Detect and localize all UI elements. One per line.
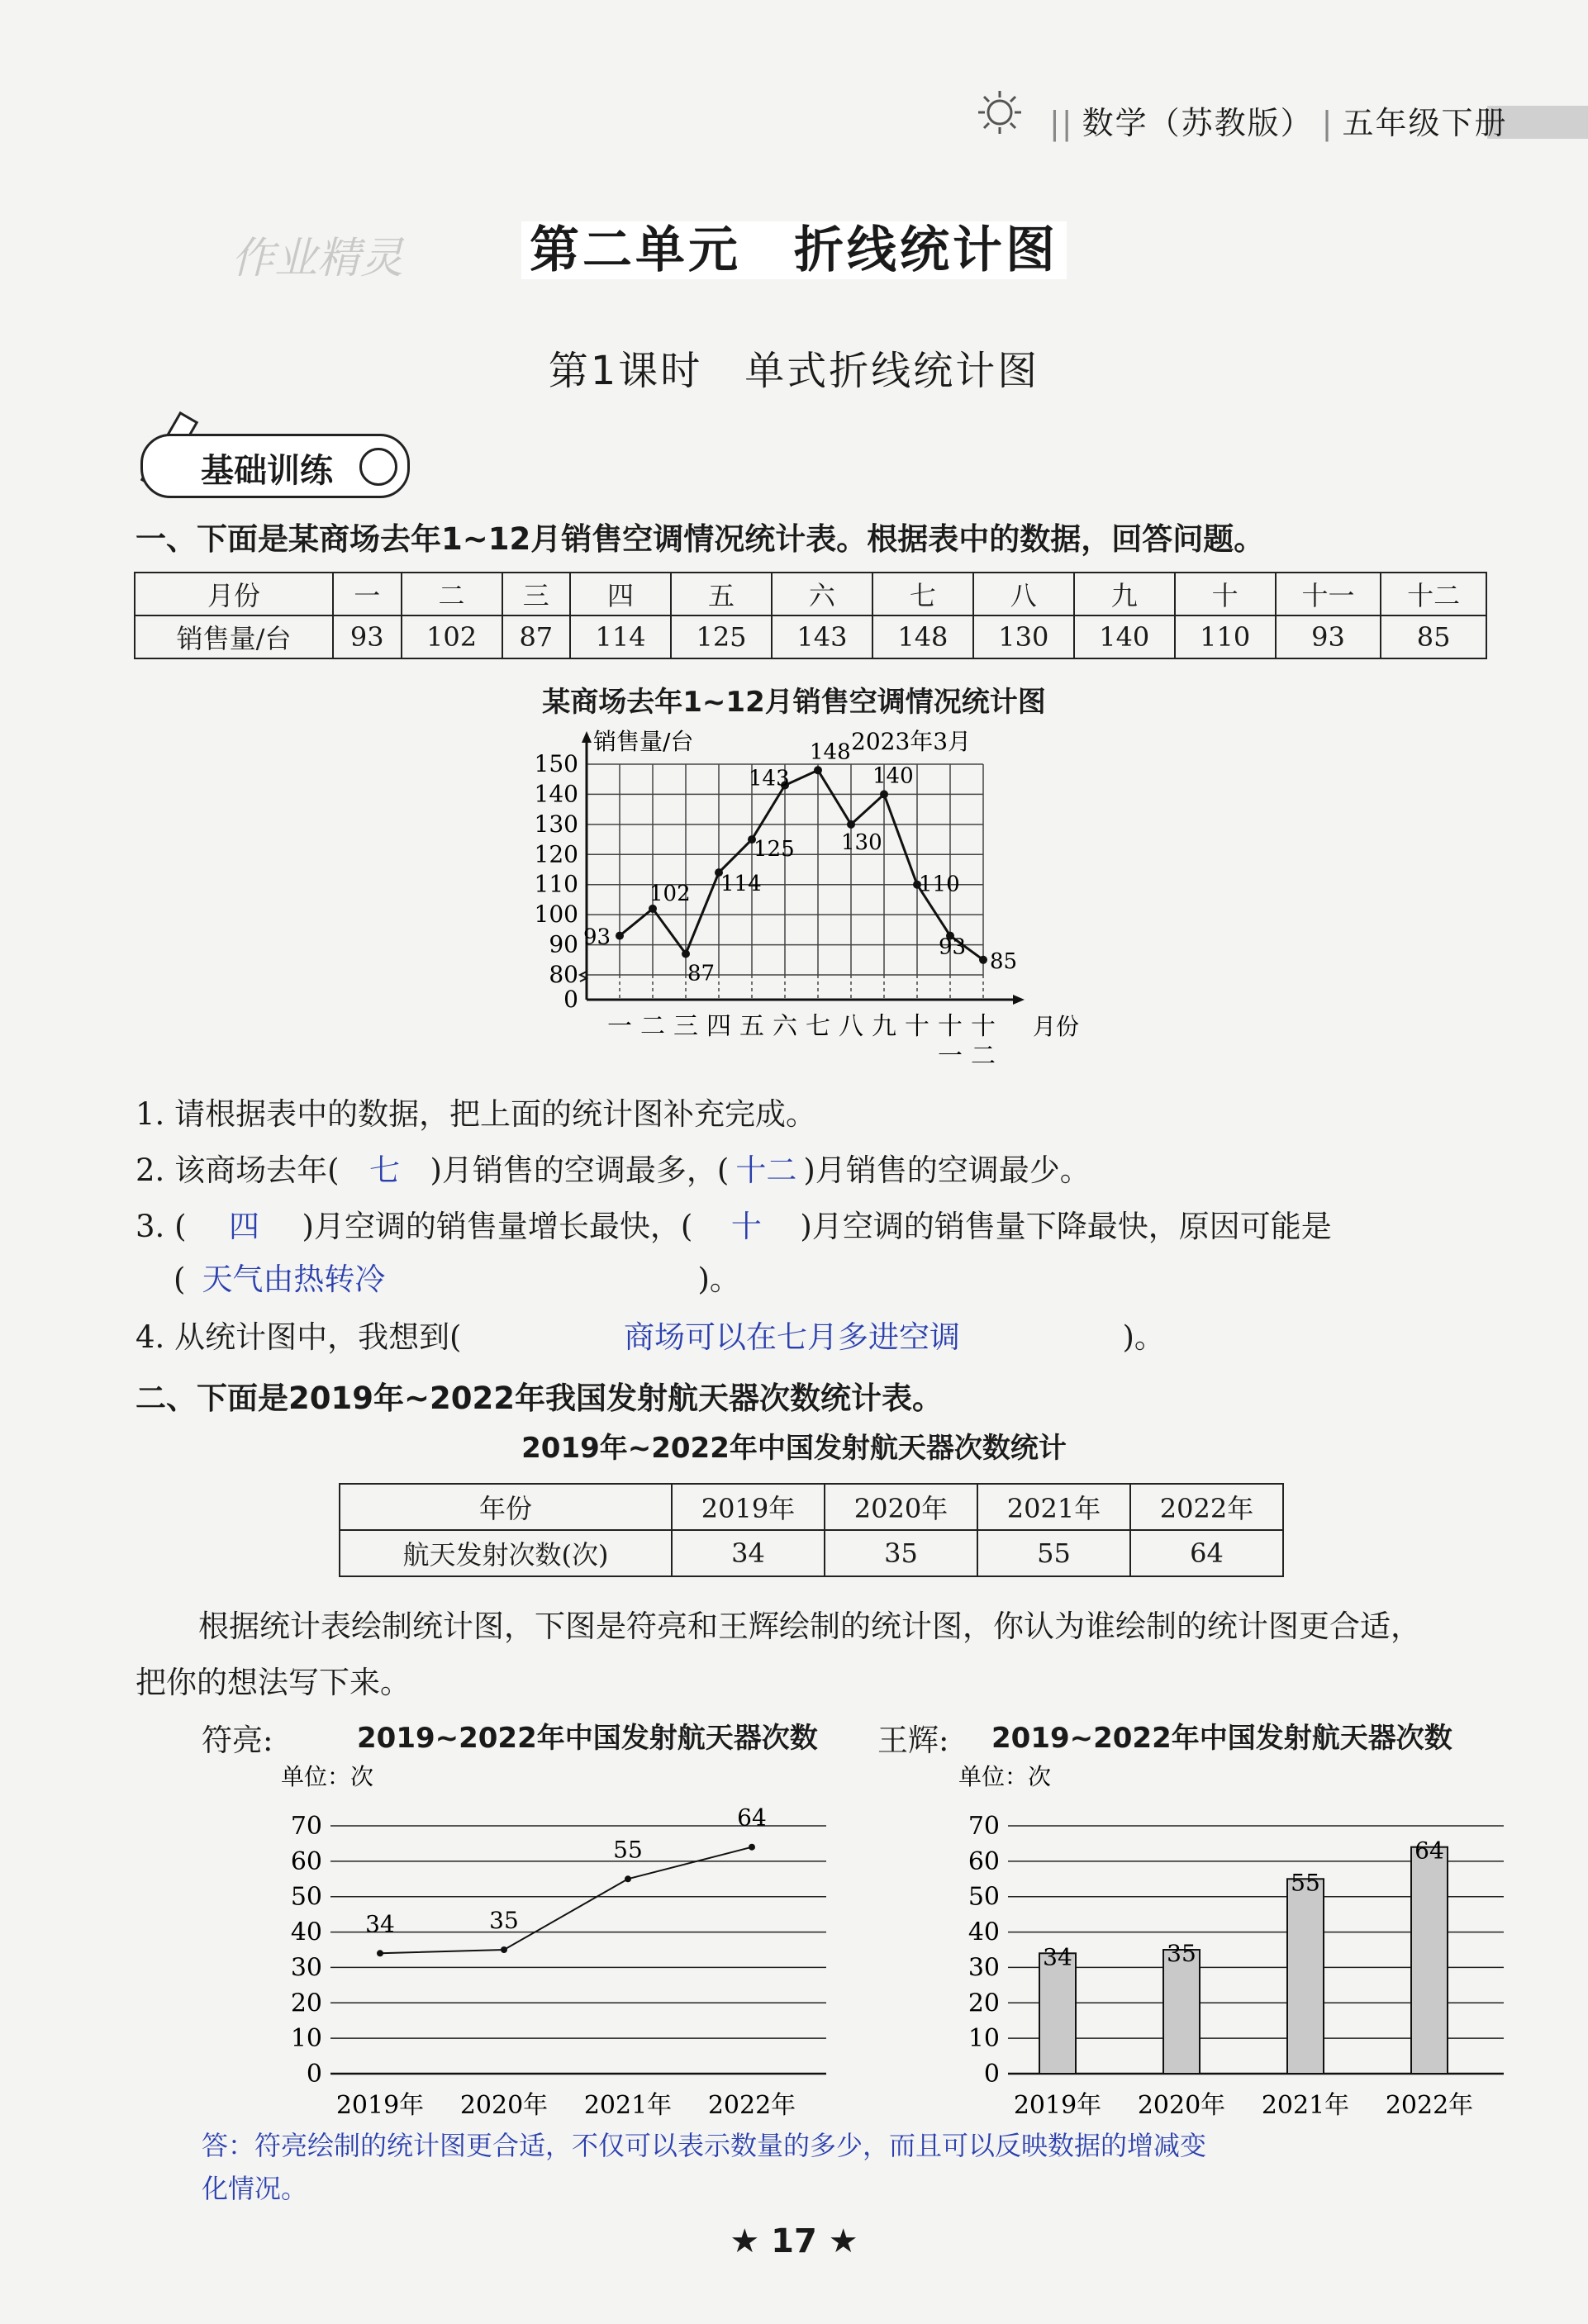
y-tick-label: 40 (968, 1918, 1000, 1947)
q1-sub2-answer2: 十二 (735, 1152, 797, 1188)
q1-sub1: 1. 请根据表中的数据，把上面的统计图补充完成。 (136, 1096, 817, 1132)
x-tick-label: 二 (640, 1012, 665, 1041)
bar (1287, 1879, 1324, 2074)
q1-value-cell: 85 (1381, 615, 1486, 658)
q2-table (339, 1483, 1284, 1577)
y-tick-label: 50 (290, 1882, 322, 1912)
y-tick-label: 60 (290, 1846, 322, 1876)
y-tick-label: 0 (306, 2060, 322, 2089)
x-tick-label: 七 (806, 1012, 830, 1041)
data-point (749, 1844, 755, 1851)
data-label: 110 (919, 872, 960, 897)
x-tick-label: 十 (938, 1012, 963, 1041)
q2-year-cell: 2021年 (977, 1484, 1130, 1530)
chart-annotation: 2023年3月 (851, 728, 972, 755)
x-tick-label: 三 (673, 1012, 698, 1041)
q1-row-label-month: 月份 (135, 573, 333, 615)
q1-sub4-answer: 商场可以在七月多进空调 (624, 1319, 960, 1355)
chart2-title: 2019~2022年中国发射航天器次数 (357, 1722, 818, 1755)
y-tick-label: 70 (968, 1812, 1000, 1841)
q1-sub3-answer3: 天气由热转冷 (202, 1262, 386, 1297)
q1-value-cell: 102 (402, 615, 502, 658)
data-label: 125 (754, 837, 795, 863)
y-tick-label: 0 (983, 2060, 1000, 2089)
x-tick-label: 十 (905, 1012, 930, 1041)
data-point (501, 1946, 507, 1953)
data-label: 143 (749, 766, 790, 791)
q2-table-title: 2019年~2022年中国发射航天器次数统计 (521, 1432, 1067, 1465)
x-tick-label: 五 (739, 1012, 764, 1041)
x-tick-label: 2020年 (1137, 2091, 1226, 2120)
unit-title: 第二单元 折线统计图 (0, 211, 1588, 282)
x-tick-label: 六 (773, 1012, 797, 1041)
q1-value-cell: 130 (973, 615, 1074, 658)
q2-value-cell: 35 (825, 1530, 977, 1576)
y-tick-label: 20 (968, 1989, 1000, 2018)
data-label: 55 (1291, 1869, 1320, 1897)
x-tick-label: 2022年 (1385, 2091, 1474, 2120)
q1-value-cell: 114 (570, 615, 671, 658)
q1-row-label-sales: 销售量/台 (135, 615, 333, 658)
wang-label: 王辉: (877, 1723, 949, 1758)
q1-value-cell: 93 (333, 615, 402, 658)
q2-row-label-count: 航天发射次数(次) (340, 1530, 672, 1576)
y-tick-label: 20 (290, 1989, 322, 2018)
watermark: 作业精灵 (231, 234, 404, 283)
y-axis-label: 销售量/台 (593, 728, 694, 755)
data-point (814, 766, 822, 774)
series-line (380, 1847, 752, 1954)
data-label: 102 (649, 881, 691, 906)
x-tick-label: 2019年 (1013, 2091, 1102, 2120)
y-tick-label: 150 (534, 750, 578, 777)
y-tick-label: 120 (534, 840, 578, 868)
q1-month-cell: 一 (333, 573, 402, 615)
q2-year-cell: 2020年 (825, 1484, 977, 1530)
header: || 数学（苏教版） | 五年级下册 (1049, 105, 1508, 141)
series-line (620, 770, 983, 959)
data-point (377, 1950, 383, 1956)
y-axis-label: 单位：次 (281, 1763, 374, 1790)
y-tick-label: 100 (534, 901, 578, 929)
y-tick-label: 10 (290, 2024, 322, 2054)
y-tick-label: 40 (290, 1918, 322, 1947)
y-tick-label: 140 (534, 780, 578, 808)
q1-value-cell: 140 (1074, 615, 1175, 658)
y-tick-label: 80 (549, 961, 578, 988)
x-tick-label: 八 (839, 1012, 863, 1041)
q2-year-cell: 2022年 (1130, 1484, 1283, 1530)
y-tick-label: 60 (968, 1846, 1000, 1876)
q2-year-cell: 2019年 (672, 1484, 825, 1530)
x-tick-label: 四 (706, 1012, 731, 1041)
q1-value-cell: 125 (671, 615, 772, 658)
chart1 (512, 719, 1091, 1066)
fu-label: 符亮: (202, 1723, 273, 1758)
q1-month-cell: 十二 (1381, 573, 1486, 615)
q1-month-cell: 十 (1175, 573, 1276, 615)
chart3-title: 2019~2022年中国发射航天器次数 (991, 1722, 1452, 1755)
q2-value-cell: 64 (1130, 1530, 1283, 1576)
page-number: ★ 17 ★ (730, 2222, 858, 2260)
data-label: 130 (841, 829, 882, 855)
data-point (616, 932, 624, 940)
q1-sub3-line2: ( 天气由热转冷 )。 (174, 1254, 740, 1299)
data-label: 87 (687, 961, 716, 986)
data-label: 35 (1167, 1940, 1196, 1967)
data-point (682, 950, 690, 958)
y-tick-label: 0 (563, 986, 578, 1013)
data-point (979, 956, 987, 964)
x-tick-label: 2021年 (583, 2091, 673, 2120)
q1-sub2: 2. 该商场去年( 七 )月销售的空调最多，( 十二 )月销售的空调最少。 (136, 1145, 1091, 1190)
data-label: 93 (939, 934, 967, 960)
q1-month-cell: 七 (872, 573, 973, 615)
q2-row-label-year: 年份 (340, 1484, 672, 1530)
x-tick-label: 二 (971, 1042, 996, 1066)
data-label: 64 (737, 1804, 767, 1832)
q2-value-cell: 34 (672, 1530, 825, 1576)
q1-value-cell: 93 (1276, 615, 1381, 658)
x-axis-arrow (1013, 995, 1025, 1005)
data-label: 34 (365, 1910, 395, 1938)
data-label: 114 (720, 872, 762, 897)
section-badge-label: 基础训练 (201, 452, 333, 490)
bar (1411, 1847, 1448, 2074)
bar (1039, 1953, 1076, 2074)
x-tick-label: 2019年 (335, 2091, 425, 2120)
sun-icon (977, 89, 1023, 135)
data-label: 34 (1043, 1943, 1072, 1971)
q1-intro: 一、下面是某商场去年1~12月销售空调情况统计表。根据表中的数据，回答问题。 (136, 521, 1265, 557)
x-tick-label: 十 (971, 1012, 996, 1041)
q1-month-cell: 八 (973, 573, 1074, 615)
q1-month-cell: 六 (772, 573, 872, 615)
x-tick-label: 一 (938, 1042, 963, 1066)
q1-month-cell: 三 (502, 573, 571, 615)
y-axis-label: 单位：次 (958, 1763, 1052, 1790)
data-label: 148 (810, 739, 851, 765)
chart3 (925, 1760, 1520, 2132)
data-label: 55 (613, 1836, 643, 1864)
header-subject: 数学（苏教版） (1082, 105, 1314, 141)
data-point (847, 820, 855, 829)
data-label: 64 (1414, 1837, 1444, 1865)
x-tick-label: 2021年 (1261, 2091, 1350, 2120)
y-tick-label: 30 (290, 1953, 322, 1983)
q1-sub2-answer1: 七 (369, 1152, 400, 1188)
chart1-title: 某商场去年1~12月销售空调情况统计图 (542, 686, 1046, 719)
q1-sub3: 3. ( 四 )月空调的销售量增长最快，( 十 )月空调的销售量下降最快，原因可能是 (136, 1201, 1332, 1246)
bar (1163, 1950, 1200, 2074)
y-tick-label: 50 (968, 1882, 1000, 1912)
y-tick-label: 90 (549, 930, 578, 958)
chart2 (248, 1760, 843, 2132)
q2-para2: 把你的想法写下来。 (136, 1665, 411, 1700)
x-tick-label: 2022年 (707, 2091, 796, 2120)
data-point (625, 1875, 631, 1882)
data-label: 140 (872, 763, 914, 789)
q1-month-cell: 二 (402, 573, 502, 615)
y-axis-arrow (582, 731, 592, 743)
q2-value-cell: 55 (977, 1530, 1130, 1576)
lesson-title: 第1课时 单式折线统计图 (548, 348, 1040, 394)
x-tick-label: 一 (607, 1012, 632, 1041)
q1-month-cell: 十一 (1276, 573, 1381, 615)
q1-month-cell: 九 (1074, 573, 1175, 615)
data-label: 85 (990, 948, 1018, 974)
header-grade: 五年级下册 (1342, 105, 1508, 141)
section-badge (140, 434, 410, 498)
q1-month-cell: 五 (671, 573, 772, 615)
x-axis-label: 月份 (1033, 1013, 1080, 1040)
q1-sub4: 4. 从统计图中，我想到( 商场可以在七月多进空调 )。 (136, 1312, 1165, 1357)
y-tick-label: 10 (968, 2024, 1000, 2054)
data-point (880, 790, 888, 798)
y-tick-label: 70 (290, 1812, 322, 1841)
y-tick-label: 30 (968, 1953, 1000, 1983)
q1-value-cell: 143 (772, 615, 872, 658)
data-label: 93 (583, 924, 611, 950)
q1-month-cell: 四 (570, 573, 671, 615)
x-tick-label: 九 (872, 1012, 896, 1041)
q1-table (134, 572, 1487, 659)
q2-answer-line2: 化情况。 (202, 2173, 308, 2204)
q1-value-cell: 87 (502, 615, 571, 658)
x-tick-label: 2020年 (459, 2091, 549, 2120)
q1-sub3-answer1: 四 (229, 1209, 259, 1244)
ring-icon (359, 448, 397, 486)
data-label: 35 (489, 1907, 519, 1934)
q1-value-cell: 148 (872, 615, 973, 658)
y-tick-label: 110 (534, 870, 578, 898)
y-tick-label: 130 (534, 810, 578, 838)
q2-intro: 二、下面是2019年~2022年我国发射航天器次数统计表。 (136, 1381, 943, 1416)
q1-value-cell: 110 (1175, 615, 1276, 658)
q2-answer-line1: 答：符亮绘制的统计图更合适，不仅可以表示数量的多少，而且可以反映数据的增减变 (202, 2130, 1207, 2161)
q1-sub3-answer2: 十 (730, 1209, 762, 1244)
q2-para1: 根据统计表绘制统计图，下图是符亮和王辉绘制的统计图，你认为谁绘制的统计图更合适， (198, 1609, 1421, 1644)
